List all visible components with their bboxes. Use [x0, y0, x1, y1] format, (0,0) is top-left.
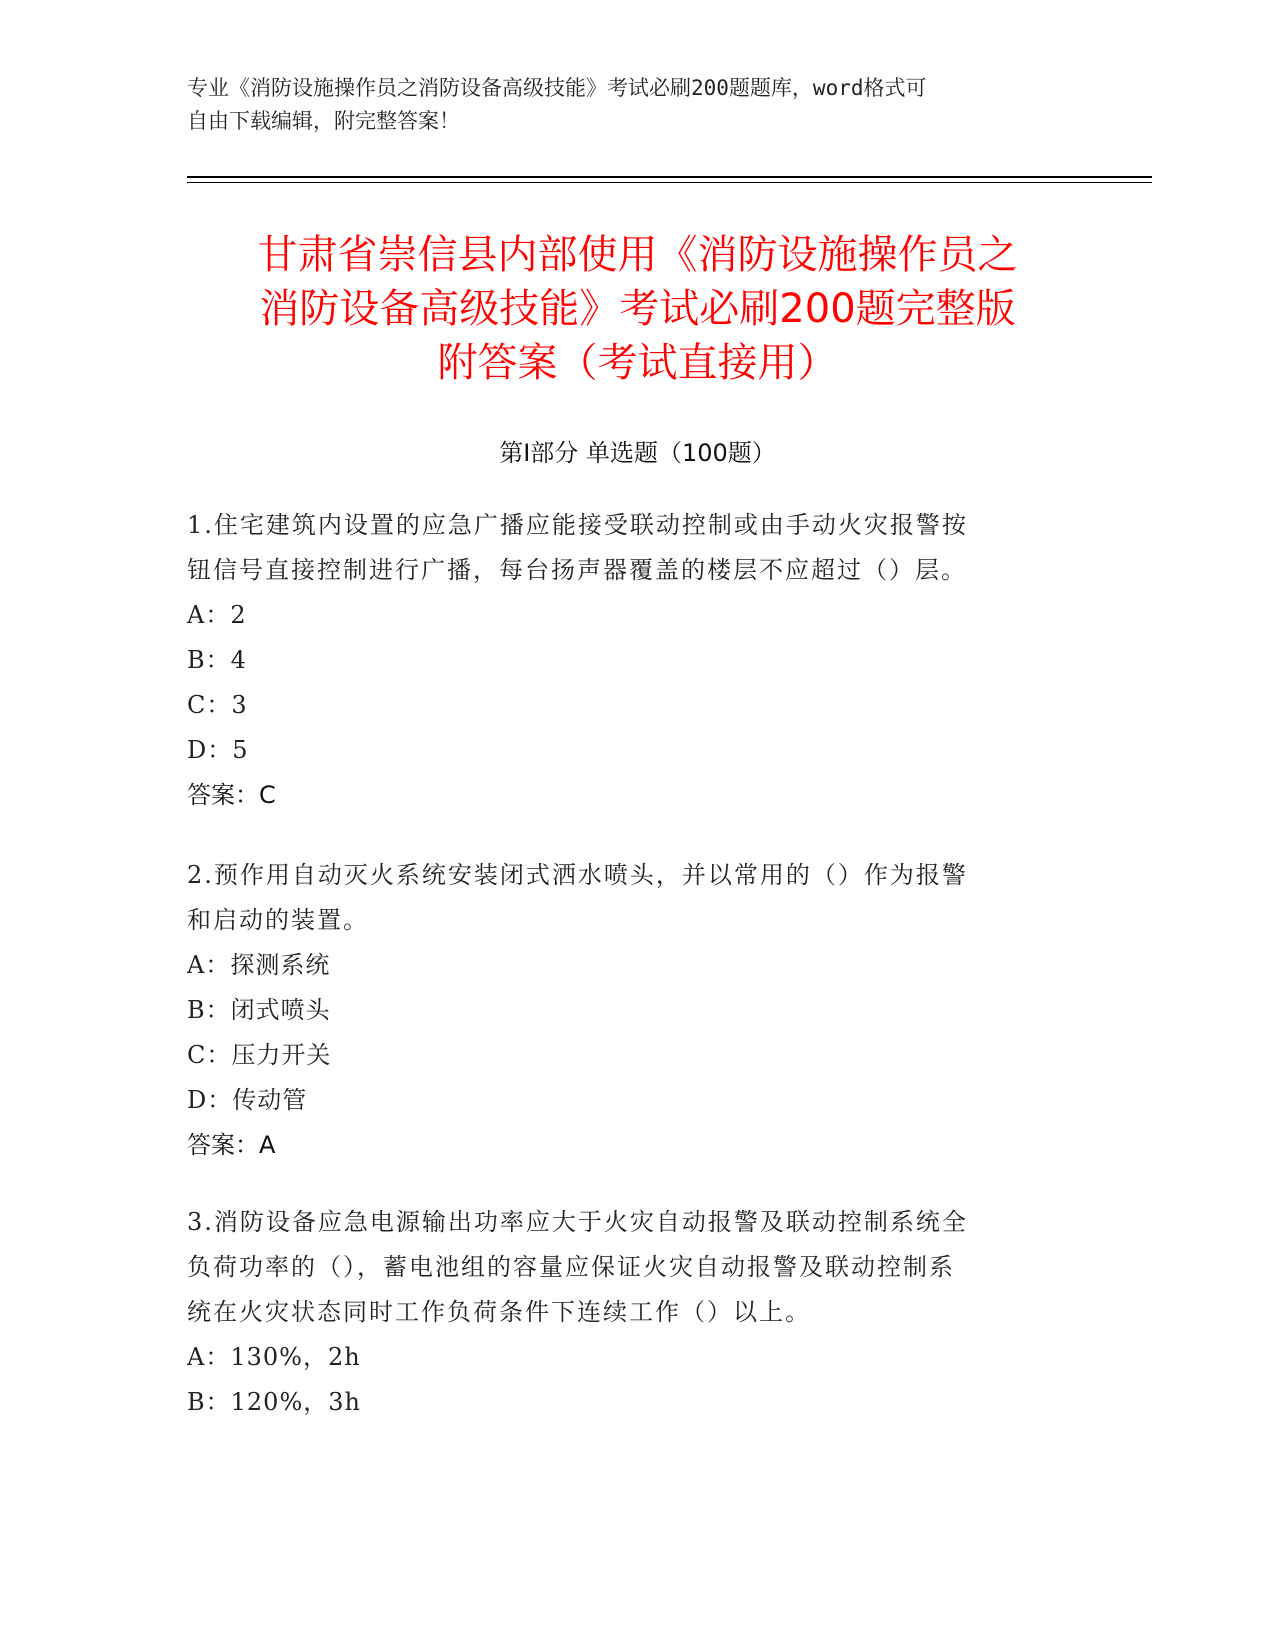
question-2-stem-line-2: 和启动的装置。: [187, 906, 369, 934]
question-2-answer: 答案：A: [187, 1131, 276, 1159]
document-title-line-3: 附答案（考试直接用）: [437, 340, 838, 386]
question-2-option-c: C：压力开关: [187, 1041, 332, 1069]
question-3-stem-line-1: 3.消防设备应急电源输出功率应大于火灾自动报警及联动控制系统全: [187, 1208, 968, 1236]
header-divider-thin: [187, 182, 1152, 183]
question-1-option-a: A：2: [187, 601, 247, 629]
question-2-option-a: A：探测系统: [187, 951, 331, 979]
header-divider-thick: [187, 176, 1152, 178]
question-3-option-a: A：130%，2h: [187, 1343, 361, 1371]
document-title-line-1: 甘肃省崇信县内部使用《消防设施操作员之: [257, 232, 1018, 278]
header-note-line-2: 自由下载编辑，附完整答案！: [187, 109, 460, 133]
question-1-stem-line-2: 钮信号直接控制进行广播，每台扬声器覆盖的楼层不应超过（）层。: [187, 556, 967, 584]
document-title-line-2: 消防设备高级技能》考试必刷200题完整版: [259, 286, 1016, 332]
question-3-stem-line-2: 负荷功率的（），蓄电池组的容量应保证火灾自动报警及联动控制系: [187, 1253, 955, 1281]
question-1-option-d: D：5: [187, 736, 249, 764]
question-3-option-b: B：120%，3h: [187, 1388, 361, 1416]
question-1-stem-line-1: 1.住宅建筑内设置的应急广播应能接受联动控制或由手动火灾报警按: [187, 511, 968, 539]
question-1-option-b: B：4: [187, 646, 247, 674]
document-title: [150, 228, 1125, 390]
question-1: [187, 503, 1067, 818]
question-1-option-c: C：3: [187, 691, 248, 719]
question-2: [187, 853, 1067, 1168]
question-3: [187, 1200, 1067, 1425]
question-3-stem-line-3: 统在火灾状态同时工作负荷条件下连续工作（）以上。: [187, 1298, 811, 1326]
question-2-stem-line-1: 2.预作用自动灭火系统安装闭式洒水喷头，并以常用的（）作为报警: [187, 861, 968, 889]
question-2-option-b: B：闭式喷头: [187, 996, 331, 1024]
section-heading: 第Ⅰ部分 单选题（100题）: [499, 439, 776, 467]
question-2-option-d: D：传动管: [187, 1086, 308, 1114]
header-note: [187, 72, 1067, 138]
question-1-answer: 答案：C: [187, 781, 276, 809]
header-note-line-1: 专业《消防设施操作员之消防设备高级技能》考试必刷200题题库，word格式可: [187, 76, 927, 100]
